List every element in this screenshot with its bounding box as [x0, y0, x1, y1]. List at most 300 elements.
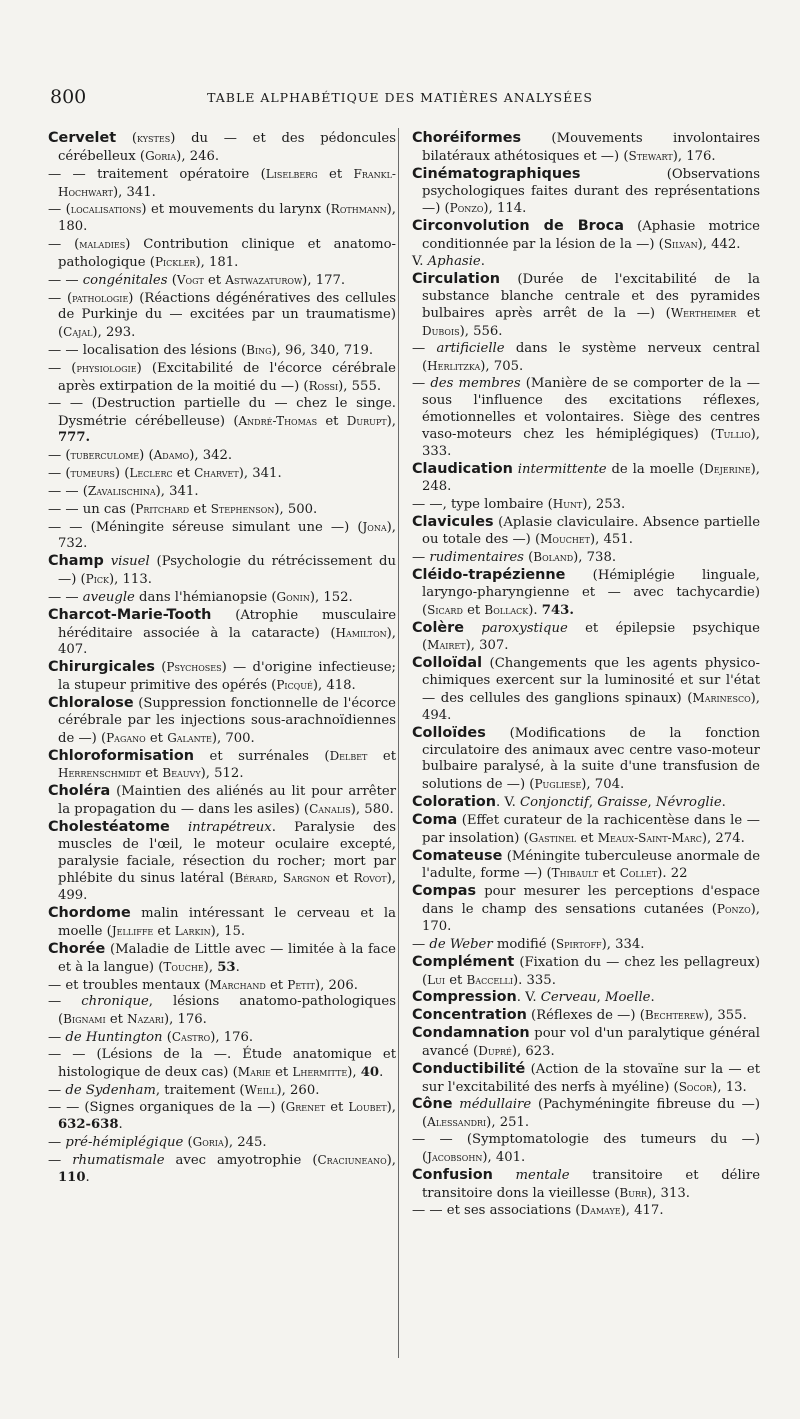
entry-text: médullaire [459, 1097, 532, 1113]
entry-text: ), [386, 1100, 396, 1116]
entry-heading: Choléra [48, 783, 111, 800]
entry-text: Herlitzka [427, 358, 481, 373]
entry-text: — — (Destruction partielle du — chez le singe. Dysmétrie cérébelleuse) ( [48, 395, 396, 429]
running-title: TABLE ALPHABÉTIQUE DES MATIÈRES ANALYSÉES [207, 90, 593, 105]
entry-text: — — traitement opératoire ( [48, 166, 266, 182]
entry-text: ), 307. [465, 638, 509, 654]
entry-text: (Effet curateur de la rachicentèse dans le — par insolation) ( [422, 812, 760, 846]
entry-text: 777. [58, 430, 91, 446]
index-entry [48, 130, 396, 166]
entry-text: Loubet [348, 1100, 387, 1115]
entry-text: — ( [48, 466, 71, 482]
entry-text: . Paralysie des muscles de l'œil, le moteur oculaire excepté, paralysie faciale, résection du rocher; mort par phlébite du sinus latéral ( [58, 819, 396, 887]
entry-text: (Changements que les agents physico-chimiques exercent sur la luminosité et sur l'état — des cellules des ganglions spinaux) ( [422, 656, 760, 706]
entry-heading: Cinématographiques [412, 165, 581, 182]
index-entry [48, 342, 396, 360]
entry-text: et [329, 871, 354, 887]
entry-text: intrapétreux [187, 819, 272, 835]
entry-heading: Condamnation [412, 1025, 530, 1042]
entry-text: Herrenschmidt [58, 766, 141, 781]
entry-text: . [480, 253, 485, 269]
entry-text: — [48, 994, 82, 1010]
entry-text: intermittente [517, 462, 607, 478]
entry-text: et [140, 766, 163, 782]
page-header [50, 86, 750, 110]
entry-heading: Colère [412, 619, 464, 636]
entry-text: Beauvy [162, 766, 201, 781]
index-entry [48, 519, 396, 554]
entry-text: — ( [48, 360, 77, 376]
entry-text: , [647, 795, 656, 811]
entry-text: (Pachyméningite fibreuse du —) ( [422, 1097, 760, 1131]
entry-text: ), 113. [109, 572, 152, 588]
entry-text: (Maintien des aliénés au lit pour arrêter la propagation du — dans les asiles) ( [58, 784, 396, 818]
entry-text: 632-638 [58, 1117, 119, 1133]
entry-heading: Chloroformisation [48, 747, 195, 764]
entry-text: — — ( [48, 483, 88, 499]
entry-text: rhumatismale [72, 1152, 165, 1168]
entry-text: dans le système nerveux central ( [422, 341, 760, 374]
index-entry [48, 589, 396, 607]
entry-text: Thibault [551, 866, 599, 881]
entry-text: Marie [237, 1064, 271, 1079]
index-entry [48, 553, 396, 589]
entry-text: de Sydenham [65, 1082, 156, 1098]
entry-text: et [270, 1064, 293, 1080]
index-entry [412, 567, 760, 620]
index-entry [412, 989, 760, 1007]
entry-text: — [412, 936, 430, 952]
entry-text: ), 704. [581, 777, 625, 793]
entry-text [493, 1168, 516, 1183]
index-entry [412, 218, 760, 254]
entry-text: Astwazaturow [225, 272, 303, 287]
entry-text: — ( [48, 448, 71, 464]
index-entry [412, 936, 760, 954]
entry-text: artificielle [436, 341, 505, 357]
entry-text: , [273, 871, 283, 887]
entry-text: (Fixation du — chez les pellagreux) ( [422, 954, 760, 988]
entry-text: Durupt [346, 413, 387, 428]
entry-text: et [325, 1100, 349, 1116]
entry-heading: Cholestéatome [48, 818, 170, 835]
entry-text: ) Contribution clinique et anatomo-pathologique ( [58, 237, 397, 270]
entry-text: ), 260. [276, 1082, 320, 1098]
entry-text: et [105, 1012, 128, 1028]
entry-text: — et troubles mentaux ( [48, 977, 210, 993]
entry-text: (Observations psychologiques faites durant des représentations —) ( [422, 166, 760, 217]
entry-text: Hamilton [335, 625, 387, 640]
entry-text: — [412, 550, 430, 566]
entry-text: . [650, 990, 655, 1006]
right-index-column [412, 130, 760, 1220]
entry-text: ), 176. [672, 148, 716, 164]
entry-text: Touche [163, 959, 204, 974]
entry-text: ( [523, 550, 534, 566]
entry-text: — ( [48, 237, 80, 253]
entry-text: ) (Réactions dégénératives des cellules de Purkinje du — excitées par un traumatisme) ( [58, 290, 396, 341]
entry-heading: Claudication [412, 461, 513, 478]
entry-text: Goria [192, 1135, 224, 1150]
entry-text: maladies [79, 237, 126, 252]
entry-text: et [317, 166, 354, 182]
entry-text: Dejerine [704, 462, 751, 477]
left-index-column [48, 130, 396, 1187]
entry-text: ), 451. [590, 532, 633, 548]
entry-text [170, 820, 188, 835]
entry-text: Lui [427, 972, 446, 987]
entry-text: ), 251. [486, 1115, 530, 1131]
entry-text: Nazari [127, 1012, 164, 1027]
entry-text: — — (Symptomatologie des tumeurs du —) ( [412, 1132, 760, 1165]
entry-heading: Charcot-Marie-Tooth [48, 606, 212, 623]
entry-text: — ( [48, 202, 71, 218]
entry-text: Zavalischina [87, 483, 156, 498]
entry-text: — — un cas ( [48, 501, 136, 517]
entry-text: ( [154, 660, 167, 676]
entry-text: . V. [516, 990, 541, 1006]
entry-text: ), 114. [483, 201, 527, 217]
entry-text: ), 407. [58, 625, 396, 658]
index-entry [48, 1029, 396, 1047]
entry-text: ), 176. [163, 1012, 207, 1028]
entry-text: Boland [533, 550, 574, 565]
entry-text: Rothmann [330, 202, 387, 217]
entry-text: Marinesco [692, 691, 751, 705]
entry-text: (Durée de l'excitabilité de la substance blanche centrale et des pyramides bulbaires après arrêt de la —) ( [422, 271, 760, 322]
entry-text: , traitement ( [155, 1082, 245, 1098]
entry-text: ), 401. [482, 1149, 526, 1165]
entry-text: Pick [85, 572, 110, 587]
entry-text: — — (Lésions de la —. Étude anatomique et histologique de deux cas) ( [48, 1046, 396, 1080]
index-entry [48, 977, 396, 995]
entry-heading: Compas [412, 883, 477, 900]
index-entry [412, 341, 760, 376]
entry-heading: Colloïdes [412, 724, 486, 741]
index-entry [48, 272, 396, 290]
entry-text: — — (Méningite séreuse simulant une —) ( [48, 519, 363, 535]
entry-heading: Compression [412, 989, 517, 1006]
entry-text: ) ( [139, 448, 154, 464]
entry-text: ), 176. [210, 1030, 254, 1046]
entry-text: Gastinel [528, 830, 577, 845]
index-entry [412, 848, 760, 884]
index-entry [412, 1025, 760, 1061]
page-number: 800 [50, 86, 87, 108]
entry-text: ) (Excitabilité de l'écorce cérébrale après extirpation de la moitié du —) ( [58, 360, 396, 394]
entry-text: transitoire et délire transitoire dons la vieillesse ( [422, 1167, 760, 1201]
entry-text: — — et ses associations ( [412, 1203, 581, 1219]
entry-text: ), 499. [58, 871, 396, 904]
entry-text: (Action de la stovaïne sur la — et sur l'excitabilité des nerfs à myéline) ( [422, 1061, 760, 1095]
index-entry [412, 954, 760, 990]
entry-text: Rossi [308, 378, 339, 393]
index-entry [412, 254, 760, 271]
entry-text: Stephenson [210, 501, 275, 516]
entry-text: dans l'hémianopsie ( [134, 589, 277, 605]
entry-text: Rovot [353, 871, 387, 886]
entry-text: ), 180. [58, 202, 396, 235]
index-entry [48, 695, 396, 748]
entry-text: — [412, 341, 437, 357]
entry-text: ), 732. [58, 519, 396, 552]
index-entry [48, 1099, 396, 1134]
entry-text: Galante [167, 730, 212, 745]
entry-text: Ponzo [449, 201, 484, 216]
entry-text: malin intéressant le cerveau et la moelle ( [58, 906, 396, 939]
entry-text: Castro [171, 1030, 211, 1045]
entry-text [104, 554, 111, 569]
entry-text: ), 705. [480, 358, 524, 374]
entry-text: (Manière de se comporter de la — sous l'influence des excitations réflexes, émotionnelles et volontaires. Siège des centres vaso-moteurs chez les hémiplégiques) ( [422, 375, 760, 443]
entry-text: aveugle [82, 589, 135, 605]
entry-text: Pritchard [135, 501, 190, 516]
index-entry [48, 905, 396, 941]
entry-text: et [189, 501, 211, 517]
entry-text: ), 555. [338, 378, 382, 394]
entry-text: ), 96, 340, 719. [271, 343, 374, 359]
entry-text: 110 [58, 1169, 86, 1185]
entry-text: Pugliese [534, 777, 582, 792]
index-entry [412, 883, 760, 936]
entry-text: Delbet [329, 748, 368, 763]
entry-text: ), 152. [309, 589, 353, 605]
entry-text: Spirtoff [555, 936, 602, 951]
entry-heading: Complément [412, 953, 515, 970]
entry-text: . [721, 795, 726, 811]
entry-text: chronique [81, 994, 149, 1010]
entry-text: — [412, 375, 431, 391]
entry-text: ) du — et des pédoncules cérébelleux ( [58, 131, 396, 164]
index-entry [48, 1152, 396, 1187]
entry-text: Bérard [234, 871, 274, 886]
index-entry [412, 130, 760, 166]
entry-text: ), 342. [189, 448, 233, 464]
entry-text: Goria [145, 148, 177, 163]
entry-text: ( [167, 272, 177, 288]
entry-text: ), 13. [712, 1079, 747, 1095]
entry-text: Hunt [552, 496, 583, 511]
entry-text: ), 341. [238, 466, 282, 482]
entry-text: ( [116, 131, 138, 146]
entry-text: de Weber [429, 936, 493, 952]
entry-text: ), 512. [200, 766, 244, 782]
entry-text: Mouchet [540, 532, 590, 547]
entry-text: — [48, 1082, 66, 1098]
entry-text: Pagano [106, 730, 146, 745]
entry-text: Collet [619, 866, 658, 881]
entry-text: Névroglie [655, 795, 722, 811]
entry-text: Silvan [663, 237, 698, 252]
entry-heading: Cléido-trapézienne [412, 567, 566, 584]
entry-text: rudimentaires [429, 550, 524, 566]
entry-text: (Suppression fonctionnelle de l'écorce cérébrale par les injections sous-arachnoïdiennes de —) ( [58, 696, 396, 746]
entry-text: (Aphasie motrice conditionnée par la lésion de la —) ( [422, 219, 760, 253]
index-entry [48, 1082, 396, 1100]
entry-text: — [48, 1135, 66, 1151]
entry-heading: Cervelet [48, 130, 117, 146]
entry-text: (Modifications de la fonction circulatoire des animaux avec centre vaso-moteur bulbaire paralysé, à la suite d'une transfusion de solutions de —) ( [422, 725, 760, 793]
entry-text: Ponzo [716, 902, 751, 917]
entry-text: , [588, 795, 598, 811]
entry-text: de la moelle ( [606, 462, 705, 478]
entry-text: et [462, 602, 485, 618]
entry-text: ), 313. [647, 1185, 690, 1201]
entry-text: Sicard [427, 602, 463, 617]
entry-text: Dubois [422, 324, 460, 339]
entry-text: V. [412, 253, 428, 269]
entry-text: Aphasie [427, 253, 481, 269]
index-entry [412, 1096, 760, 1132]
entry-text: Bing [246, 343, 272, 358]
entry-text: ), [386, 1152, 396, 1168]
entry-text: congénitales [82, 272, 168, 288]
index-entry [412, 794, 760, 812]
index-entry [48, 166, 396, 202]
entry-text: mentale [515, 1167, 570, 1183]
entry-text: Sargnon [282, 871, 330, 886]
entry-text: et [265, 977, 288, 993]
entry-text: André-Thomas [238, 413, 318, 428]
entry-text: localisations [70, 202, 142, 217]
entry-text: Jelliffe [111, 923, 154, 938]
entry-text: (Mouvements involontaires bilatéraux athétosiques et —) ( [422, 131, 760, 164]
entry-heading: Clavicules [412, 513, 494, 530]
entry-text: (Réflexes de —) ( [526, 1008, 645, 1024]
entry-text: et [598, 866, 620, 882]
entry-text: ), 333. [422, 427, 760, 460]
entry-text: — —, type lombaire ( [412, 496, 553, 512]
entry-text: Bignami [63, 1012, 106, 1027]
entry-heading: Choréiformes [412, 130, 522, 146]
entry-text: ), 494. [422, 691, 760, 723]
entry-text: ), 181. [195, 254, 239, 270]
entry-text: Picqué [276, 678, 313, 693]
entry-text: Petit [287, 977, 316, 992]
entry-text: ), 341. [155, 483, 199, 499]
index-entry [48, 396, 396, 448]
entry-text: Burr [619, 1185, 648, 1200]
entry-text [464, 621, 481, 636]
entry-text: Meaux-Saint-Marc [597, 830, 702, 845]
entry-text: ), [347, 1064, 361, 1080]
entry-text: ), 442. [697, 237, 741, 253]
index-entry [412, 620, 760, 656]
entry-text: Dupré [478, 1043, 512, 1058]
entry-heading: Circonvolution de Broca [412, 218, 624, 235]
entry-text: ), 248. [422, 462, 760, 494]
entry-text: Liselberg [265, 166, 318, 181]
entry-text: pathologie [72, 290, 129, 305]
entry-text: tuberculome [70, 448, 140, 463]
entry-text: , lésions anatomo-pathologiques ( [58, 994, 396, 1028]
entry-text: pour vol d'un paralytique général avancé ( [422, 1026, 760, 1059]
entry-text: (Méningite tuberculeuse anormale de l'adulte, forme —) ( [422, 848, 760, 882]
index-entry [412, 1061, 760, 1097]
entry-text: pré-hémiplégique [65, 1135, 184, 1151]
entry-text: ), 246. [176, 148, 220, 164]
index-entry [48, 1047, 396, 1082]
entry-text: 40 [360, 1064, 380, 1080]
entry-text: des membres [430, 375, 521, 391]
entry-text: et [736, 306, 761, 322]
index-entry [48, 201, 396, 236]
entry-text: Grenet [285, 1100, 326, 1115]
entry-heading: Coma [412, 811, 458, 828]
entry-text: Larkin [174, 923, 211, 938]
index-entry [412, 549, 760, 567]
entry-heading: Chloralose [48, 695, 134, 711]
entry-text: Jona [362, 519, 387, 534]
entry-text: ), 206. [315, 977, 358, 993]
entry-text: (Aplasie claviculaire. Absence partielle ou totale des —) ( [422, 514, 760, 548]
entry-text: Adamo [153, 448, 190, 463]
index-entry [412, 461, 760, 496]
index-entry [48, 501, 396, 519]
entry-text: 743. [541, 602, 574, 618]
entry-text: Baccelli [466, 972, 513, 987]
index-entry [48, 819, 396, 905]
entry-text: — [48, 1152, 73, 1168]
entry-text: Pickler [154, 254, 196, 269]
entry-text: Socor [678, 1079, 713, 1094]
index-entry [48, 447, 396, 465]
entry-heading: Concentration [412, 1007, 527, 1024]
entry-text: Conjonctif [520, 795, 589, 811]
entry-text: (Maladie de Little avec — limitée à la face et à la langue) ( [58, 941, 396, 975]
entry-text: — — [48, 589, 83, 605]
entry-text: paroxystique [481, 620, 568, 636]
index-entry [412, 812, 760, 848]
entry-heading: Chordome [48, 905, 131, 922]
index-entry [48, 748, 396, 784]
entry-text: et [203, 272, 226, 288]
index-entry [412, 655, 760, 724]
entry-text: avec amyotrophie ( [164, 1152, 318, 1168]
entry-text: ), 580. [350, 802, 394, 818]
entry-heading: Champ [48, 553, 104, 570]
entry-text: ), 177. [302, 272, 346, 288]
entry-text: Wertheimer [670, 306, 737, 321]
index-entry [412, 1132, 760, 1167]
entry-text: ). [528, 602, 542, 618]
entry-text: ( [183, 1135, 193, 1151]
entry-heading: Confusion [412, 1166, 493, 1183]
entry-heading: Chirurgicales [48, 659, 155, 676]
entry-text: Craciuneano [317, 1152, 387, 1167]
index-entry [48, 783, 396, 819]
entry-text: Leclerc [129, 466, 173, 481]
entry-text: et [153, 923, 175, 939]
entry-text: ), 253. [582, 496, 626, 512]
entry-text: . [118, 1117, 123, 1133]
entry-text: et surrénales ( [194, 748, 330, 764]
entry-text: ), 700. [211, 730, 255, 746]
entry-text: et [172, 466, 195, 482]
entry-text: ), 355. [703, 1008, 747, 1024]
entry-text: physiologie [76, 360, 137, 375]
entry-text: ), 556. [459, 324, 503, 340]
index-entry [48, 236, 396, 272]
entry-text: Cajal [63, 325, 93, 340]
entry-heading: Circulation [412, 270, 500, 287]
entry-text: (Psychologie du rétrécissement du —) ( [58, 554, 396, 588]
index-entry [412, 1167, 760, 1203]
index-entry [48, 659, 396, 695]
entry-heading: Cône [412, 1096, 453, 1113]
entry-text: ), 293. [92, 325, 136, 341]
entry-text: ). 335. [513, 972, 556, 988]
